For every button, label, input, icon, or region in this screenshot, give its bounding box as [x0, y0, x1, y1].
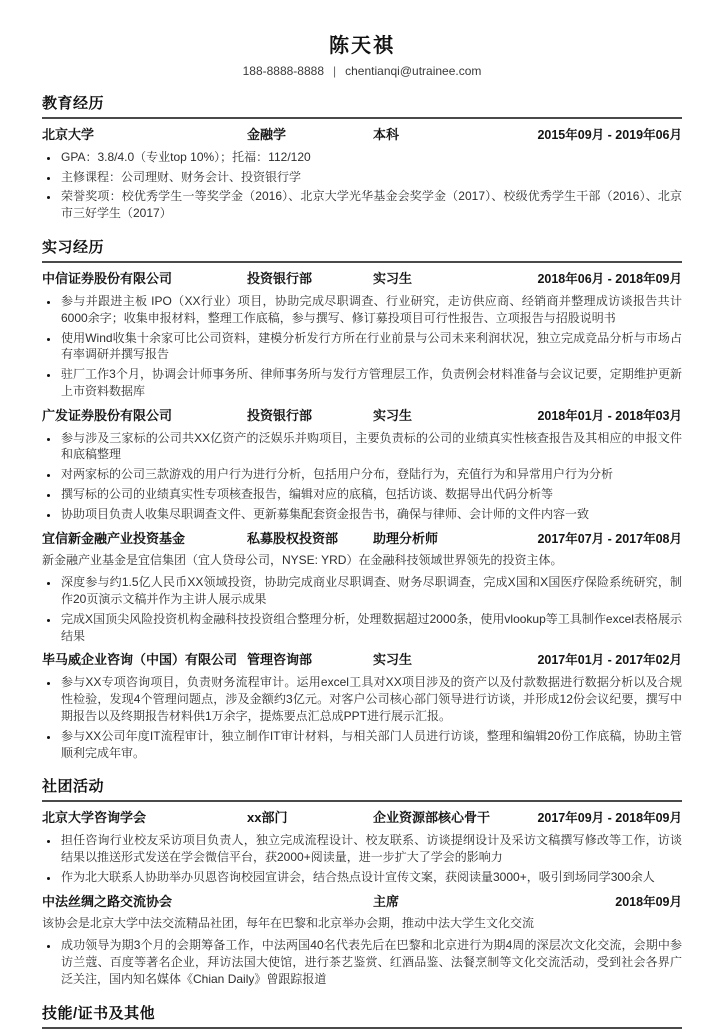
entry-row — [42, 651, 682, 669]
resume-section — [42, 775, 682, 987]
entry-role: 实习生 — [373, 652, 413, 668]
entry-bullets — [42, 937, 682, 987]
entry-department: 管理咨询部 — [247, 652, 313, 668]
bullet-item: • 完成X国顶尖风险投资机构金融科技投资组合整理分析，处理数据超过2000条，使用vlookup等工具制作excel表格展示结果 — [59, 611, 682, 645]
experience-entry — [42, 893, 682, 988]
section-title: 教育经历 — [42, 92, 682, 119]
experience-entry — [42, 126, 682, 222]
entry-department: 私募股权投资部 — [247, 530, 339, 546]
bullet-item: • 参与XX公司年度IT流程审计，独立制作IT审计材料，与相关部门人员进行访谈，整理和编辑20份工作底稿，协助主管顺利完成年审。 — [59, 728, 682, 762]
entry-organization: 中信证券股份有限公司 — [42, 271, 173, 287]
phone-number: 188-8888-8888 — [242, 64, 324, 78]
bullet-item: • 担任咨询行业校友采访项目负责人，独立完成流程设计、校友联系、访谈提纲设计及采访文稿撰写修改等工作，访谈结果以推送形式发送在学会微信平台，获2000+阅读量，进一步扩大了学会的影响力 — [59, 832, 682, 866]
entry-department: 投资银行部 — [247, 271, 313, 287]
section-title: 实习经历 — [42, 236, 682, 263]
entry-date: 2017年07月 - 2017年08月 — [537, 531, 682, 546]
bullet-item: • 参与涉及三家标的公司共XX亿资产的泛娱乐并购项目，主要负责标的公司的业绩真实性核查报告及其相应的申报文件和底稿整理 — [59, 430, 682, 464]
bullet-item: • 参与并跟进主板 IPO（XX行业）项目，协助完成尽职调查、行业研究，走访供应商、经销商并整理成访谈报告共计6000余字；收集申报材料，整理工作底稿，参与撰写、修订募投项目可行性报告、立项报告与招股说明书 — [59, 293, 682, 327]
entry-organization: 毕马威企业咨询（中国）有限公司 — [42, 652, 238, 668]
entry-organization: 广发证券股份有限公司 — [42, 407, 173, 423]
bullet-item: • 参与XX专项咨询项目，负责财务流程审计。运用excel工具对XX项目涉及的资产以及付款数据进行数据分析以及合规性检验，发现4个管理问题点，涉及金额约3亿元。对客户公司核心部门领导进行访谈，并形成12份会议纪要，撰写中期报告以及终期报告材料供1万余字，提炼要点汇总成PPT进行展示汇报。 — [59, 674, 682, 724]
entry-bullets — [42, 293, 682, 400]
entry-organization: 宜信新金融产业投资基金 — [42, 530, 186, 546]
bullet-item: • 驻厂工作3个月，协调会计师事务所、律师事务所与发行方管理层工作，负责例会材料准备与会议记要，定期维护更新上市资料数据库 — [59, 366, 682, 400]
bullet-item: • 作为北大联系人协助举办贝恩咨询校园宣讲会，结合热点设计宣传文案，获阅读量3000+，吸引到场同学300余人 — [59, 869, 682, 886]
entry-role: 本科 — [373, 127, 400, 142]
entry-row — [42, 809, 682, 827]
entry-role: 助理分析师 — [373, 530, 439, 546]
entry-row — [42, 407, 682, 425]
bullet-item: • 荣誉奖项：校优秀学生一等奖学金（2016）、北京大学光华基金会奖学金（2017）、校级优秀学生干部（2016）、北京市三好学生（2017） — [59, 188, 682, 222]
bullet-item: • GPA：3.8/4.0（专业top 10%）；托福：112/120 — [59, 149, 682, 166]
entry-organization: 北京大学咨询学会 — [42, 810, 147, 826]
entry-row — [42, 530, 682, 548]
entry-date: 2017年09月 - 2018年09月 — [537, 811, 682, 826]
bullet-item: • 成功领导为期3个月的会期筹备工作，中法两国40名代表先后在巴黎和北京进行为期4周的深层次文化交流，会期中参访兰蔻、百度等著名企业，拜访法国大使馆，进行茶艺鉴赏、红酒品鉴、法餐烹制等文化交流活动，受到社会各界广泛关注，国内知名媒体《Chian Daily》曾跟踪报道 — [59, 937, 682, 987]
entry-bullets — [42, 674, 682, 761]
bullet-item: • 使用Wind收集十余家可比公司资料，建模分析发行方所在行业前景与公司未来利润状况，独立完成竞品分析与市场占有率调研并撰写报告 — [59, 330, 682, 364]
entry-organization: 中法丝绸之路交流协会 — [42, 893, 173, 909]
bullet-item: • 深度参与约1.5亿人民币XX领域投资，协助完成商业尽职调查、财务尽职调查，完成X国和X国医疗保险系统研究，制作20页演示文稿并作为主讲人展示成果 — [59, 574, 682, 608]
bullet-item: • 对两家标的公司三款游戏的用户行为进行分析，包括用户分布，登陆行为，充值行为和异常用户行为分析 — [59, 466, 682, 483]
contact-line — [42, 64, 682, 78]
entry-role: 企业资源部核心骨干 — [373, 810, 491, 826]
entry-department: xx部门 — [247, 810, 288, 826]
resume-section — [42, 236, 682, 761]
entry-date: 2018年06月 - 2018年09月 — [537, 272, 682, 287]
section-title: 社团活动 — [42, 775, 682, 802]
entry-date: 2018年09月 — [615, 894, 682, 909]
experience-entry — [42, 809, 682, 885]
resume-header — [42, 34, 682, 78]
entry-department: 投资银行部 — [247, 407, 313, 423]
bullet-item: • 协助项目负责人收集尽职调查文件、更新募集配套资金报告书，确保与律师、会计师的文件内容一致 — [59, 506, 682, 523]
contact-separator: | — [333, 64, 337, 78]
bullet-item: • 主修课程：公司理财、财务会计、投资银行学 — [59, 169, 682, 186]
entry-role: 实习生 — [373, 271, 413, 287]
entry-bullets — [42, 149, 682, 222]
resume-section — [42, 92, 682, 222]
experience-entry — [42, 270, 682, 400]
email-address: chentianqi@utrainee.com — [345, 64, 482, 78]
entry-bullets — [42, 574, 682, 644]
entry-description: 该协会是北京大学中法交流精品社团，每年在巴黎和北京举办会期，推动中法大学生文化交流 — [42, 916, 535, 931]
entry-bullets — [42, 832, 682, 885]
resume-body — [42, 92, 682, 1029]
entry-description: 新金融产业基金是宜信集团（宜人贷母公司，NYSE: YRD）在金融科技领域世界领先的投资主体。 — [42, 553, 563, 568]
entry-row — [42, 893, 682, 911]
entry-row — [42, 270, 682, 288]
experience-entry — [42, 530, 682, 645]
entry-role: 实习生 — [373, 407, 413, 423]
section-title: 技能/证书及其他 — [42, 1002, 682, 1029]
experience-entry — [42, 651, 682, 761]
entry-organization: 北京大学 — [42, 127, 95, 142]
entry-department: 金融学 — [247, 127, 287, 142]
entry-date: 2015年09月 - 2019年06月 — [537, 128, 682, 142]
entry-date: 2017年01月 - 2017年02月 — [537, 653, 682, 668]
entry-date: 2018年01月 - 2018年03月 — [537, 408, 682, 423]
candidate-name: 陈天祺 — [329, 35, 395, 57]
entry-row — [42, 126, 682, 144]
experience-entry — [42, 407, 682, 523]
resume-section — [42, 1002, 682, 1029]
bullet-item: • 撰写标的公司的业绩真实性专项核查报告，编辑对应的底稿，包括访谈、数据导出代码分析等 — [59, 486, 682, 503]
entry-role: 主席 — [373, 893, 400, 909]
entry-bullets — [42, 430, 682, 523]
